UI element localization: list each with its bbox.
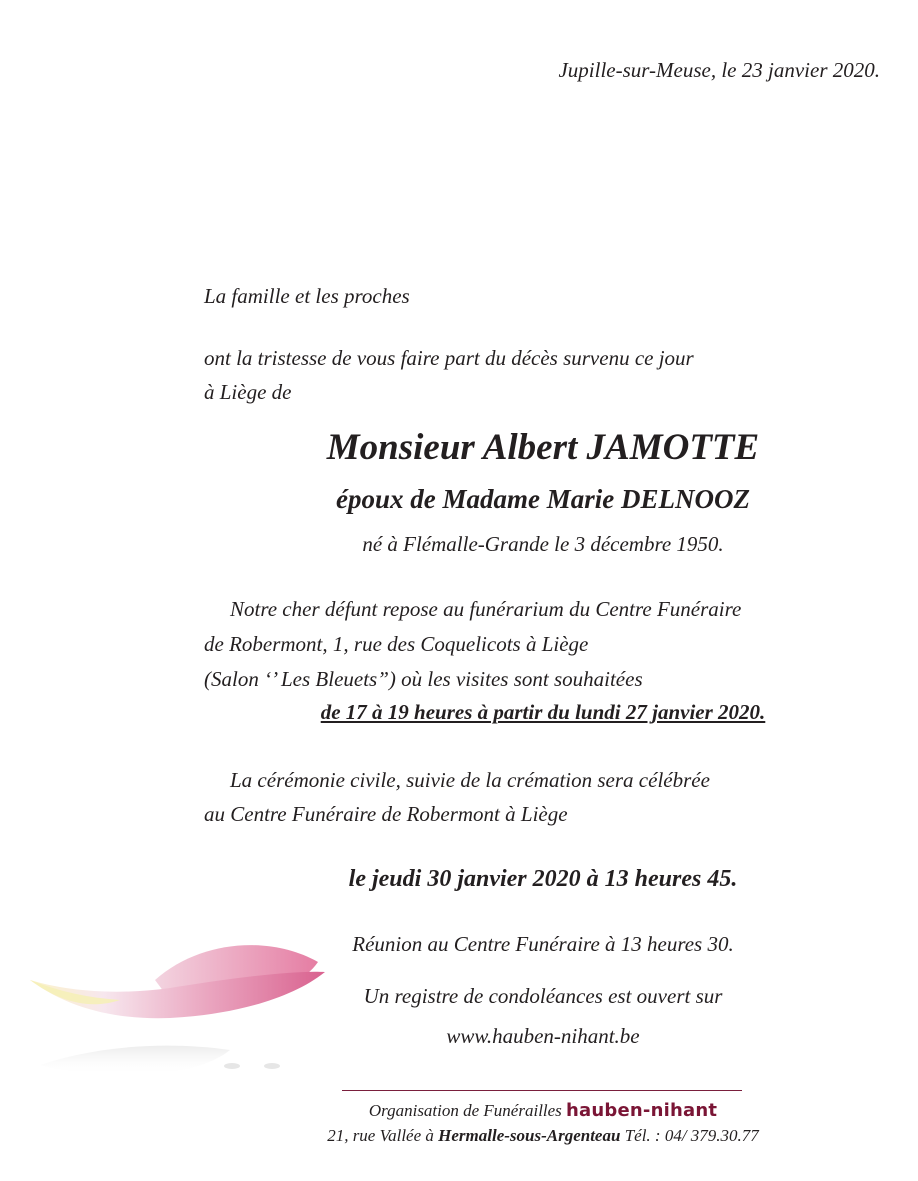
ceremony-line-1: La cérémonie civile, suivie de la crémation sera célébrée	[230, 768, 710, 792]
visitation-hours: de 17 à 19 heures à partir du lundi 27 janvier 2020.	[320, 700, 766, 724]
address-town: Hermalle-sous-Argenteau	[438, 1126, 621, 1145]
visitation-line-2: de Robermont, 1, rue des Coquelicots à Liège	[204, 632, 589, 656]
website-link[interactable]: www.hauben-nihant.be	[446, 1024, 640, 1048]
organisation-prefix: Organisation de Funérailles	[368, 1101, 562, 1120]
registry-info: Un registre de condoléances est ouvert sur	[363, 984, 723, 1008]
visitation-line-3: (Salon ‘’ Les Bleuets”) où les visites sont souhaitées	[204, 667, 643, 691]
footer-divider	[342, 1090, 742, 1091]
ceremony-date: le jeudi 30 janvier 2020 à 13 heures 45.	[348, 866, 738, 892]
address-prefix: 21, rue Vallée à	[327, 1126, 434, 1145]
deceased-birth: né à Flémalle-Grande le 3 décembre 1950.	[362, 532, 724, 556]
organisation-line	[84, 1100, 918, 1121]
address-line	[84, 1126, 918, 1146]
visitation-line-1: Notre cher défunt repose au funérarium du Centre Funéraire	[230, 597, 742, 621]
intro-line-3: à Liège de	[204, 380, 292, 404]
meeting-info: Réunion au Centre Funéraire à 13 heures 30.	[352, 932, 734, 956]
brand-logo: hauben-nihant	[566, 1100, 718, 1121]
intro-line-2: ont la tristesse de vous faire part du décès survenu ce jour	[204, 346, 694, 370]
deceased-name: Monsieur Albert JAMOTTE	[326, 427, 760, 468]
intro-line-1: La famille et les proches	[204, 284, 410, 308]
ceremony-line-2: au Centre Funéraire de Robermont à Liège	[204, 802, 568, 826]
place-date: Jupille-sur-Meuse, le 23 janvier 2020.	[558, 58, 880, 82]
deceased-spouse: époux de Madame Marie DELNOOZ	[336, 484, 750, 514]
phone-number: Tél. : 04/ 379.30.77	[624, 1126, 759, 1145]
